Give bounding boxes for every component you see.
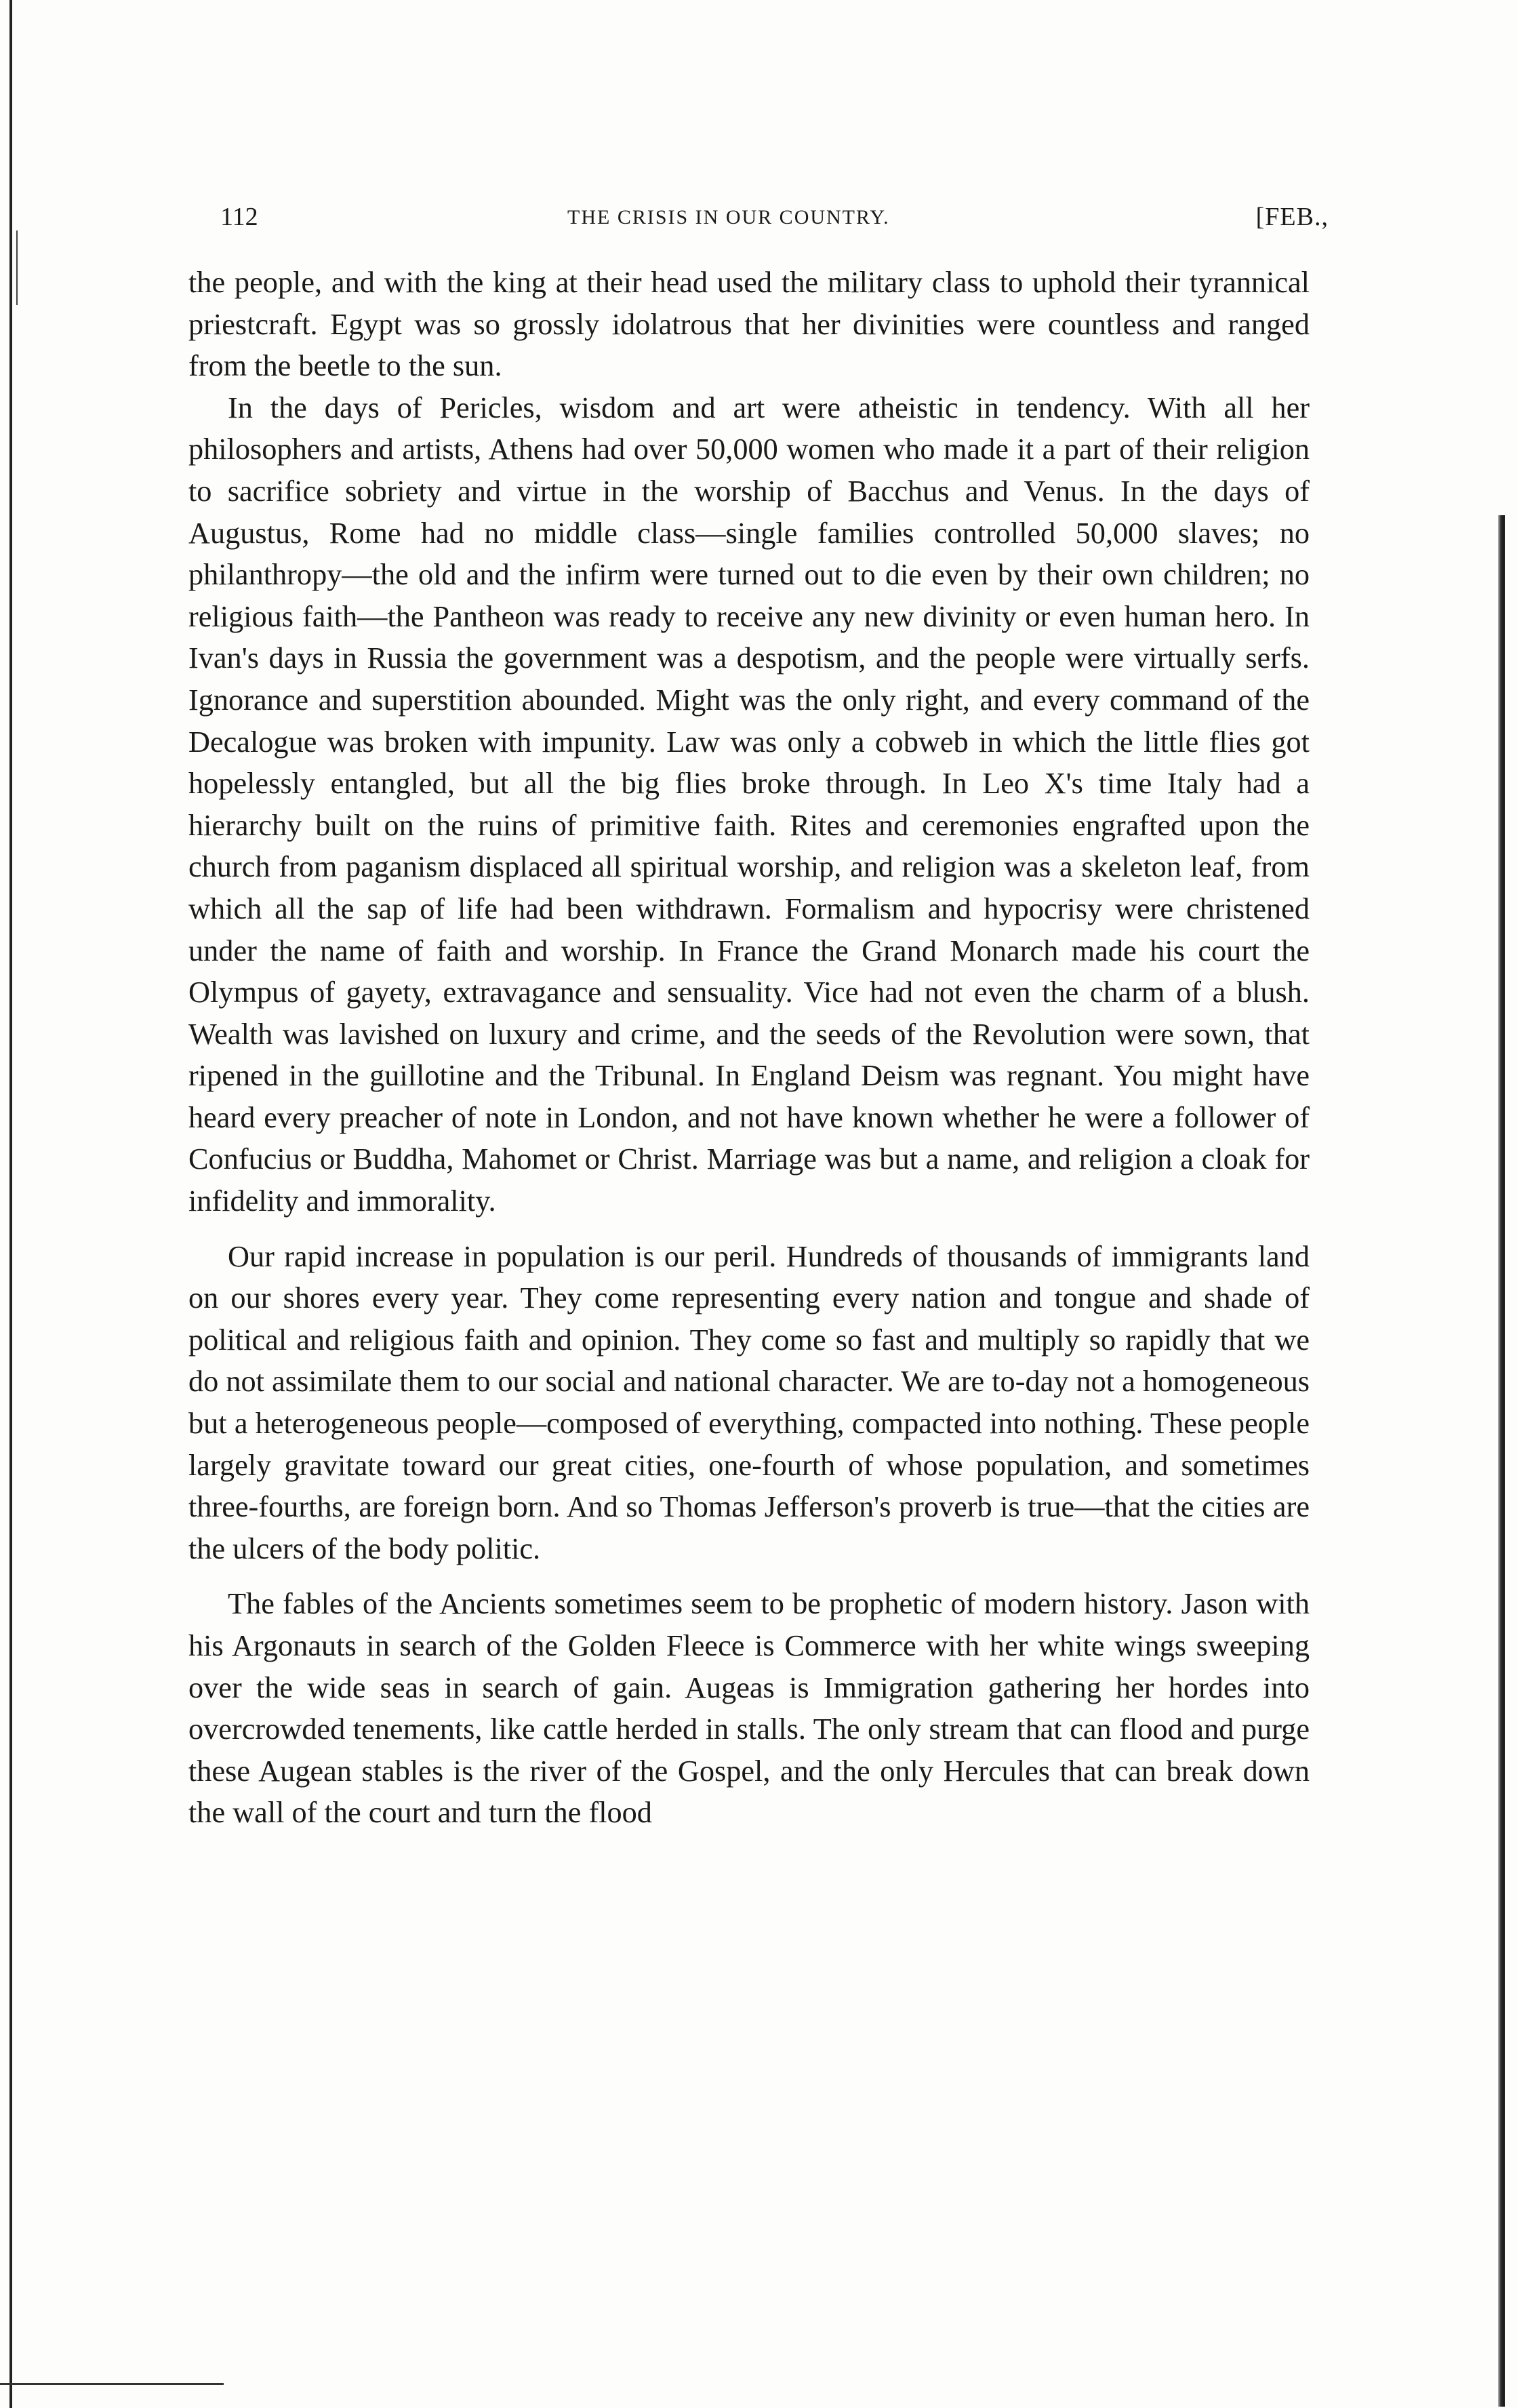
paragraph-continued: the people, and with the king at their head used the military class to uphold their tyrannical priestcraft. Egypt was so grossly idolatrous that her divinities were countless and ranged from the beetle to the sun. [188, 266, 1310, 383]
body-text [188, 262, 1310, 1834]
bottom-rule [0, 2383, 224, 2385]
page-shadow-edge [1498, 515, 1505, 2407]
paragraph-fables: The fables of the Ancients sometimes seem to be prophetic of modern history. Jason with his Argonauts in search of the Golden Fleece is Commerce with her white wings sweeping over the wide seas in search of gain. Augeas is Immigration gathering her hordes into overcrowded tenements, like cattle herded in stalls. The only stream that can flood and purge these Augean stables is the river of the Gospel, and the only Hercules that can break down the wall of the court and turn the flood [188, 1587, 1310, 1830]
paragraph-pericles: In the days of Pericles, wisdom and art were atheistic in tendency. With all her philosophers and artists, Athens had over 50,000 women who made it a part of their religion to sacrifice sobriety and virtue in the worship of Bacchus and Venus. In the days of Augustus, Rome had no middle class—single families controlled 50,000 slaves; no philanthropy—the old and the infirm were turned out to die even by their own children; no religious faith—the Pantheon was ready to receive any new divinity or even human hero. In Ivan's days in Russia the government was a despotism, and the people were virtually serfs. Ignorance and superstition abounded. Might was the only right, and every command of the Decalogue was broken with impunity. Law was only a cobweb in which the little flies got hopelessly entangled, but all the big flies broke through. In Leo X's time Italy had a hierarchy built on the ruins of primitive faith. Rites and ceremonies engrafted upon the church from paganism displaced all spiritual worship, and religion was a skeleton leaf, from which all the sap of life had been withdrawn. Formalism and hypocrisy were christened under the name of faith and worship. In France the Grand Monarch made his court the Olympus of gayety, extravagance and sensuality. Vice had not even the charm of a blush. Wealth was lavished on luxury and crime, and the seeds of the Revolution were sown, that ripened in the guillotine and the Tribunal. In England Deism was regnant. You might have heard every preacher of note in London, and not have known whether he were a follower of Confucius or Buddha, Mahomet or Christ. Marriage was but a name, and religion a cloak for infidelity and immorality. [188, 390, 1310, 1218]
running-title: THE CRISIS IN OUR COUNTRY. [567, 206, 890, 228]
running-head [220, 202, 1329, 243]
page-number: 112 [220, 203, 258, 231]
binding-edge-mark [16, 230, 18, 305]
running-month: [FEB., [1255, 203, 1329, 231]
binding-edge-rule [9, 0, 12, 2408]
paragraph-population: Our rapid increase in population is our peril. Hundreds of thousands of immigrants land on our shores every year. They come representing every nation and tongue and shade of political and religious faith and opinion. They come so fast and multiply so rapidly that we do not assimilate them to our social and national character. We are to-day not a homogeneous but a heterogeneous people—composed of everything, compacted into nothing. These people largely gravitate toward our great cities, one-fourth of whose population, and sometimes three-fourths, are foreign born. And so Thomas Jefferson's proverb is true—that the cities are the ulcers of the body politic. [188, 1239, 1310, 1565]
